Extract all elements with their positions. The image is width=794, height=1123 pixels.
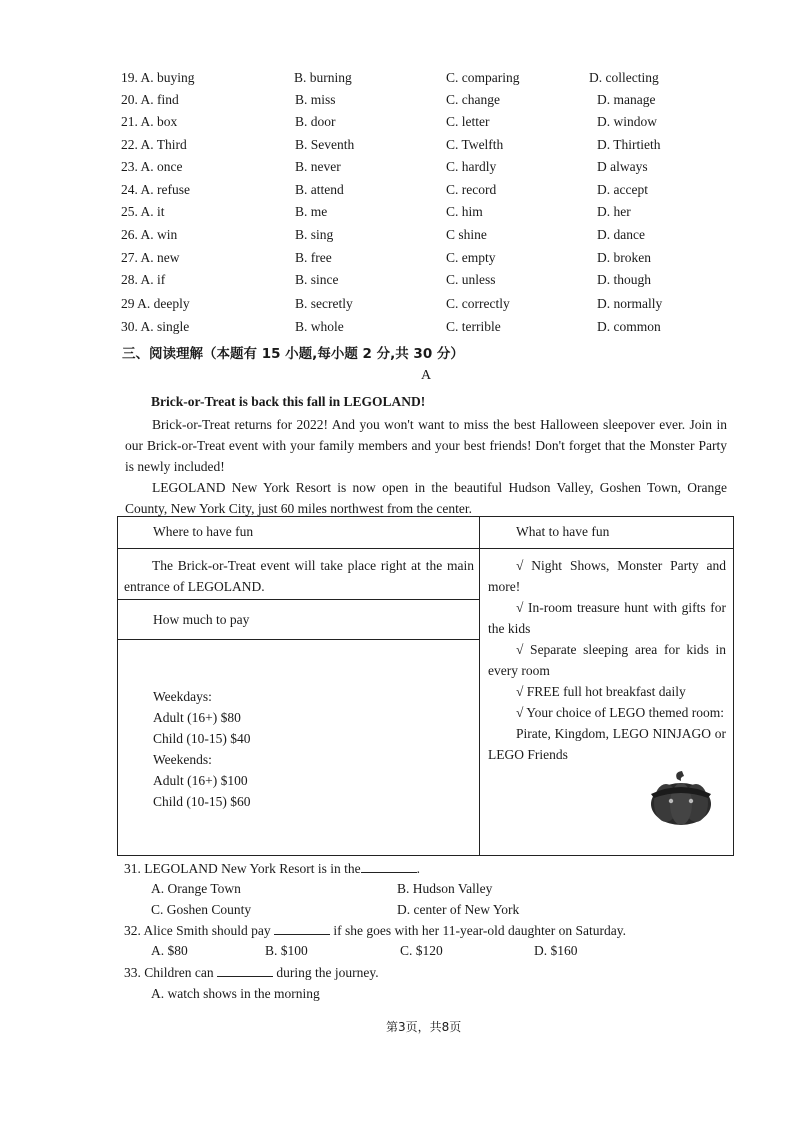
article-paragraph-2: LEGOLAND New York Resort is now open in the beautiful Hudson Valley, Goshen Town, Orange County, New York City, just 60 miles northwest from the center. [125,480,727,516]
price-line: Adult (16+) $100 [153,773,248,788]
answer-blank[interactable] [217,964,273,977]
feature-item: √ Your choice of LEGO themed room: [516,705,724,720]
option-32-a[interactable]: A. $80 [151,943,188,958]
option-row: 24. A. refuse B. attend C. record D. accept [121,182,648,197]
option-row: 23. A. once B. never C. hardly D always [121,159,648,174]
price-line: Weekdays: [153,689,212,704]
table-divider [117,599,480,600]
price-line: Weekends: [153,752,212,767]
section-title: 三、阅读理解（本题有 15 小题,每小题 2 分,共 30 分） [122,346,464,362]
answer-blank[interactable] [361,860,417,873]
option-row: 20. A. find B. miss C. change D. manage [121,92,656,107]
theme-list: Pirate, Kingdom, LEGO NINJAGO or LEGO Friends [488,726,726,762]
option-row: 22. A. Third B. Seventh C. Twelfth D. Thirtieth [121,137,661,152]
feature-list [488,555,726,765]
option-row: 25. A. it B. me C. him D. her [121,204,631,219]
table-divider [479,516,480,856]
option-row: 27. A. new B. free C. empty D. broken [121,250,651,265]
option-row: 19. A. buying B. burning C. comparing D. collecting [121,70,659,85]
feature-item: √ Separate sleeping area for kids in every room [488,642,726,678]
where-header: Where to have fun [153,524,254,539]
option-row: 26. A. win B. sing C shine D. dance [121,227,645,242]
article-headline: Brick-or-Treat is back this fall in LEGOLAND! [151,394,426,409]
price-line: Child (10-15) $40 [153,731,251,746]
price-line: Child (10-15) $60 [153,794,251,809]
option-row: 29 A. deeply B. secretly C. correctly D. normally [121,296,663,311]
what-header: What to have fun [516,524,610,539]
question-32: 32. Alice Smith should pay if she goes with her 11-year-old daughter on Saturday. [124,923,627,938]
feature-item: √ In-room treasure hunt with gifts for the kids [488,600,726,636]
table-divider [117,639,480,640]
pay-header: How much to pay [153,612,250,627]
option-31-d[interactable]: D. center of New York [397,902,520,917]
feature-item: √ FREE full hot breakfast daily [516,684,686,699]
option-32-b[interactable]: B. $100 [265,943,308,958]
table-divider [117,548,734,549]
answer-blank[interactable] [274,922,330,935]
page-number: 第3页，共8页 [386,1020,462,1034]
price-line: Adult (16+) $80 [153,710,241,725]
option-31-c[interactable]: C. Goshen County [151,902,252,917]
article-paragraph-1: Brick-or-Treat returns for 2022! And you won't want to miss the best Halloween sleepover ever. Join in our Brick-or-Treat event with your family members and your best friends! Don't forget that the Monster Party is newly included! [125,417,727,474]
where-text: The Brick-or-Treat event will take place right at the main entrance of LEGOLAND. [124,558,474,594]
option-31-a[interactable]: A. Orange Town [151,881,241,896]
option-row: 28. A. if B. since C. unless D. though [121,272,651,287]
feature-item: √ Night Shows, Monster Party and more! [488,558,726,594]
option-32-c[interactable]: C. $120 [400,943,443,958]
option-row: 30. A. single B. whole C. terrible D. common [121,319,661,334]
price-list [153,686,453,812]
option-32-d[interactable]: D. $160 [534,943,578,958]
question-31: 31. LEGOLAND New York Resort is in the . [124,861,420,876]
passage-label: A [421,368,432,383]
option-row: 21. A. box B. door C. letter D. window [121,114,657,129]
halloween-pumpkin-icon [646,770,716,828]
question-33: 33. Children can during the journey. [124,965,379,980]
option-33-a[interactable]: A. watch shows in the morning [151,986,320,1001]
option-31-b[interactable]: B. Hudson Valley [397,881,493,896]
